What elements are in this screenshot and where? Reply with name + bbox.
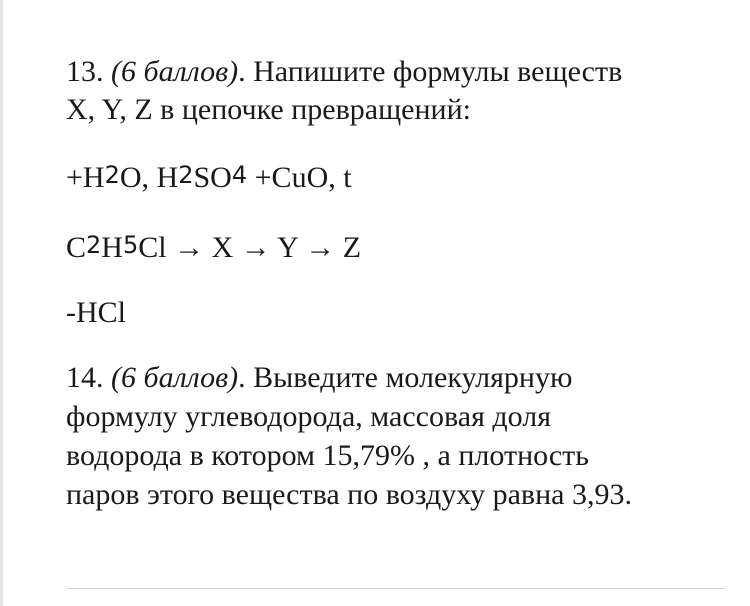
reaction-conditions	[66, 158, 352, 199]
task-13-points: (6 баллов)	[111, 55, 239, 88]
task-14-number: 14.	[66, 361, 104, 394]
task-14-text-1: . Выведите молекулярную	[238, 361, 573, 394]
chain-h-digit: 5	[122, 231, 139, 259]
conditions-h2so4-digit-4: 4	[231, 161, 248, 189]
chain-rest: Cl → X → Y → Z	[138, 231, 362, 264]
task-13-number: 13.	[66, 55, 104, 88]
chain-c: C	[66, 231, 87, 264]
task-14-text-2: формулу углеводорода, массовая доля	[66, 400, 552, 433]
task-14-line-4	[66, 475, 632, 515]
conditions-h2so4-digit-2: 2	[178, 161, 194, 189]
conditions-rest: +CuO, t	[247, 161, 352, 194]
task-14-text-3: водорода в котором 15,79% , а плотность	[66, 439, 589, 472]
bottom-divider	[66, 588, 726, 589]
conditions-h2o-digit: 2	[104, 161, 120, 189]
conditions-o-comma-h: O, H	[119, 161, 179, 194]
task-14-line-3	[66, 436, 589, 476]
chain-c-digit: 2	[86, 231, 102, 259]
reaction-chain	[66, 228, 361, 269]
minus-hcl-text: -HCl	[66, 296, 126, 329]
minus-hcl	[66, 293, 126, 333]
left-border	[0, 0, 3, 606]
conditions-so: SO	[193, 161, 232, 194]
task-14-points: (6 баллов)	[111, 361, 239, 394]
chain-h: H	[101, 231, 123, 264]
task-13-text-1: . Напишите формулы веществ	[238, 55, 623, 88]
task-13-text-2: X, Y, Z в цепочке превращений:	[66, 93, 471, 126]
task-14-text-4: паров этого вещества по воздуху равна 3,93.	[66, 478, 632, 511]
task-13-line-1	[66, 52, 622, 92]
task-14-line-2	[66, 397, 551, 437]
task-14-line-1	[66, 358, 572, 398]
task-13-line-2	[66, 90, 471, 130]
conditions-plus-h: +H	[66, 161, 105, 194]
